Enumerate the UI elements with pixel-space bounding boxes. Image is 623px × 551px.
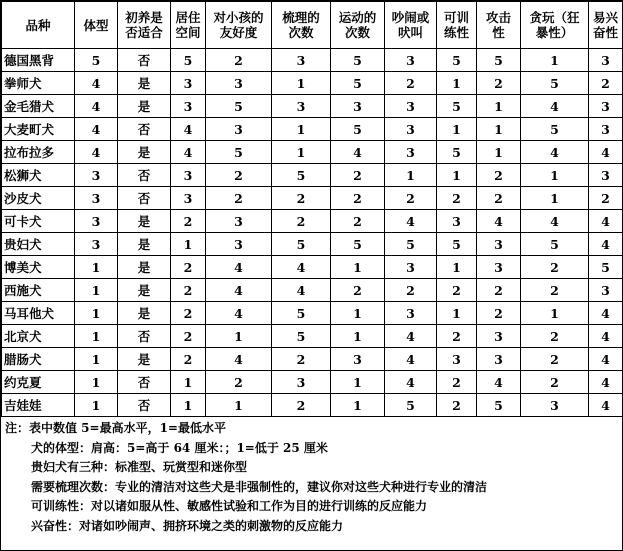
table-cell: 1 — [171, 371, 206, 394]
table-cell: 3 — [206, 210, 272, 233]
table-cell: 2 — [331, 279, 385, 302]
table-cell: 2 — [477, 279, 521, 302]
table-cell: 3 — [477, 233, 521, 256]
table-cell: 2 — [206, 371, 272, 394]
column-header-line: 梳理的 — [282, 10, 320, 25]
table-row — [2, 95, 623, 118]
table-cell: 是 — [118, 279, 171, 302]
table-row — [2, 233, 623, 256]
breed-name-cell: 博美犬 — [2, 256, 75, 279]
table-cell: 5 — [437, 49, 477, 72]
table-row — [2, 325, 623, 348]
table-cell: 3 — [477, 348, 521, 371]
breed-name-cell: 马耳他犬 — [2, 302, 75, 325]
table-cell: 4 — [206, 348, 272, 371]
column-header — [171, 2, 206, 49]
table-cell: 2 — [206, 49, 272, 72]
table-cell: 2 — [385, 279, 437, 302]
table-cell: 5 — [477, 49, 521, 72]
column-header-line: 可训 — [443, 10, 469, 25]
table-cell: 1 — [477, 118, 521, 141]
table-cell: 否 — [118, 118, 171, 141]
breed-name-cell: 德国黑背 — [2, 49, 75, 72]
table-cell: 3 — [331, 95, 385, 118]
table-cell: 5 — [589, 256, 623, 279]
table-cell: 2 — [521, 371, 589, 394]
table-cell: 1 — [331, 371, 385, 394]
breed-name-cell: 贵妇犬 — [2, 233, 75, 256]
table-cell: 1 — [206, 325, 272, 348]
table-cell: 2 — [171, 325, 206, 348]
table-cell: 3 — [171, 187, 206, 210]
table-cell: 5 — [272, 164, 331, 187]
breed-name-cell: 大麦町犬 — [2, 118, 75, 141]
table-cell: 5 — [385, 233, 437, 256]
table-cell: 5 — [272, 325, 331, 348]
column-header-line: 性 — [492, 25, 505, 40]
table-cell: 4 — [206, 302, 272, 325]
table-cell: 4 — [385, 325, 437, 348]
table-cell: 5 — [331, 72, 385, 95]
table-cell: 1 — [75, 325, 118, 348]
table-cell: 3 — [171, 95, 206, 118]
table-cell: 2 — [521, 279, 589, 302]
table-cell: 1 — [75, 279, 118, 302]
table-cell: 3 — [385, 141, 437, 164]
table-cell: 5 — [437, 233, 477, 256]
table-cell: 1 — [75, 348, 118, 371]
column-header — [385, 2, 437, 49]
table-cell: 4 — [477, 371, 521, 394]
table-cell: 2 — [477, 187, 521, 210]
table-cell: 3 — [331, 348, 385, 371]
table-cell: 3 — [385, 49, 437, 72]
table-cell: 4 — [521, 141, 589, 164]
column-header-line: 贪玩（狂 — [529, 10, 580, 25]
table-cell: 4 — [75, 95, 118, 118]
table-cell: 4 — [589, 141, 623, 164]
table-cell: 1 — [75, 256, 118, 279]
table-cell: 3 — [477, 325, 521, 348]
table-cell: 3 — [385, 95, 437, 118]
note-line: 兴奋性：对诸如吵闹声、拥挤环境之类的刺激物的反应能力 — [31, 518, 344, 533]
table-cell: 5 — [521, 72, 589, 95]
table-cell: 否 — [118, 49, 171, 72]
table-cell: 3 — [272, 371, 331, 394]
column-header-line: 吠叫 — [397, 25, 423, 40]
table-cell: 是 — [118, 348, 171, 371]
column-header-line: 攻击 — [485, 10, 511, 25]
table-cell: 1 — [521, 49, 589, 72]
table-cell: 2 — [589, 187, 623, 210]
table-cell: 2 — [437, 187, 477, 210]
table-cell: 1 — [521, 302, 589, 325]
table-cell: 3 — [206, 118, 272, 141]
table-cell: 5 — [437, 95, 477, 118]
column-header-line: 练性 — [443, 25, 469, 40]
note-line: 犬的体型：肩高：5=高于 64 厘米：；1=低于 25 厘米 — [31, 440, 328, 455]
breed-name-cell: 沙皮犬 — [2, 187, 75, 210]
table-cell: 否 — [118, 187, 171, 210]
table-cell: 3 — [589, 49, 623, 72]
table-cell: 3 — [272, 49, 331, 72]
column-header — [521, 2, 589, 49]
table-cell: 3 — [75, 210, 118, 233]
breed-name-cell: 腊肠犬 — [2, 348, 75, 371]
table-cell: 4 — [589, 302, 623, 325]
table-cell: 5 — [477, 394, 521, 417]
table-row — [2, 187, 623, 210]
table-cell: 3 — [385, 256, 437, 279]
notes-heading: 注：表中数值 5=最高水平，1=最低水平 — [5, 421, 226, 435]
table-cell: 2 — [521, 325, 589, 348]
table-cell: 4 — [171, 141, 206, 164]
column-header — [272, 2, 331, 49]
table-cell: 4 — [75, 72, 118, 95]
breed-name-cell: 约克夏 — [2, 371, 75, 394]
table-cell: 1 — [272, 141, 331, 164]
table-cell: 2 — [272, 210, 331, 233]
table-cell: 2 — [331, 187, 385, 210]
table-cell: 4 — [589, 325, 623, 348]
table-cell: 3 — [385, 118, 437, 141]
table-cell: 5 — [206, 141, 272, 164]
table-cell: 5 — [521, 233, 589, 256]
breed-name-cell: 北京犬 — [2, 325, 75, 348]
header-row — [2, 2, 623, 49]
table-cell: 2 — [171, 256, 206, 279]
column-header-line: 对小孩的 — [213, 10, 264, 25]
table-cell: 4 — [272, 256, 331, 279]
breed-name-cell: 西施犬 — [2, 279, 75, 302]
table-cell: 是 — [118, 233, 171, 256]
table-cell: 2 — [437, 371, 477, 394]
table-cell: 4 — [521, 95, 589, 118]
table-cell: 1 — [437, 72, 477, 95]
table-cell: 1 — [477, 95, 521, 118]
table-cell: 3 — [477, 256, 521, 279]
table-cell: 4 — [477, 210, 521, 233]
column-header-line: 易兴 — [592, 10, 618, 25]
table-cell: 4 — [385, 348, 437, 371]
table-row — [2, 72, 623, 95]
table-cell: 4 — [272, 279, 331, 302]
table-cell: 2 — [477, 164, 521, 187]
table-cell: 3 — [272, 95, 331, 118]
table-cell: 1 — [331, 302, 385, 325]
table-cell: 1 — [75, 394, 118, 417]
table-cell: 是 — [118, 95, 171, 118]
column-header-line: 品种 — [25, 17, 51, 33]
table-cell: 1 — [331, 256, 385, 279]
table-cell: 2 — [171, 348, 206, 371]
table-cell: 1 — [272, 72, 331, 95]
table-cell: 3 — [589, 118, 623, 141]
note-line: 可训练性：对以诸如服从性、敏感性试验和工作为目的进行训练的反应能力 — [31, 499, 428, 513]
table-cell: 5 — [331, 49, 385, 72]
breed-name-cell: 拳师犬 — [2, 72, 75, 95]
table-cell: 2 — [206, 187, 272, 210]
breed-name-cell: 吉娃娃 — [2, 394, 75, 417]
table-cell: 2 — [272, 394, 331, 417]
table-cell: 3 — [589, 279, 623, 302]
table-cell: 2 — [437, 394, 477, 417]
table-cell: 1 — [171, 394, 206, 417]
table-row — [2, 141, 623, 164]
table-cell: 2 — [385, 187, 437, 210]
table-row — [2, 394, 623, 417]
table-cell: 否 — [118, 371, 171, 394]
table-cell: 3 — [75, 187, 118, 210]
column-header — [477, 2, 521, 49]
table-cell: 1 — [331, 394, 385, 417]
table-cell: 3 — [437, 210, 477, 233]
table-cell: 5 — [385, 394, 437, 417]
table-cell: 4 — [385, 210, 437, 233]
table-row — [2, 210, 623, 233]
table-cell: 否 — [118, 164, 171, 187]
table-cell: 是 — [118, 210, 171, 233]
column-header-line: 吵闹或 — [391, 10, 430, 25]
column-header — [331, 2, 385, 49]
table-cell: 2 — [385, 72, 437, 95]
table-cell: 1 — [385, 164, 437, 187]
table-cell: 4 — [589, 233, 623, 256]
column-header-line: 初养是 — [125, 10, 163, 25]
column-header-line: 次数 — [288, 25, 314, 40]
table-row — [2, 164, 623, 187]
table-cell: 1 — [75, 371, 118, 394]
table-cell: 5 — [521, 118, 589, 141]
table-cell: 5 — [272, 302, 331, 325]
table-cell: 2 — [521, 256, 589, 279]
table-cell: 1 — [331, 325, 385, 348]
table-cell: 4 — [206, 279, 272, 302]
table-cell: 2 — [171, 279, 206, 302]
table-cell: 是 — [118, 302, 171, 325]
table-cell: 3 — [75, 164, 118, 187]
table-body — [2, 49, 623, 417]
table-cell: 4 — [385, 371, 437, 394]
table-cell: 4 — [589, 348, 623, 371]
breed-name-cell: 金毛猎犬 — [2, 95, 75, 118]
column-header — [75, 2, 118, 49]
column-header — [206, 2, 272, 49]
table-cell: 1 — [437, 302, 477, 325]
table-cell: 5 — [171, 49, 206, 72]
column-header-line: 暴性） — [535, 25, 574, 40]
table-cell: 2 — [171, 302, 206, 325]
table-cell: 1 — [521, 164, 589, 187]
table-cell: 3 — [75, 233, 118, 256]
table-cell: 3 — [206, 72, 272, 95]
table-cell: 4 — [589, 371, 623, 394]
breed-name-cell: 松狮犬 — [2, 164, 75, 187]
table-cell: 4 — [75, 118, 118, 141]
table-cell: 2 — [589, 72, 623, 95]
table-cell: 1 — [437, 164, 477, 187]
table-cell: 5 — [331, 118, 385, 141]
table-cell: 2 — [521, 348, 589, 371]
table-cell: 是 — [118, 141, 171, 164]
table-cell: 4 — [521, 210, 589, 233]
table-cell: 3 — [589, 95, 623, 118]
table-cell: 3 — [437, 348, 477, 371]
column-header-line: 体型 — [83, 17, 109, 33]
table-cell: 5 — [75, 49, 118, 72]
table-cell: 2 — [331, 210, 385, 233]
table-cell: 3 — [206, 233, 272, 256]
table-cell: 3 — [171, 164, 206, 187]
table-cell: 2 — [477, 302, 521, 325]
column-header-line: 运动的 — [338, 10, 377, 25]
table-cell: 3 — [589, 164, 623, 187]
column-header-line: 否适合 — [125, 25, 163, 40]
table-cell: 5 — [437, 141, 477, 164]
column-header — [589, 2, 623, 49]
table-cell: 2 — [477, 72, 521, 95]
table-cell: 1 — [206, 394, 272, 417]
column-header-line: 空间 — [175, 25, 201, 40]
column-header-line: 次数 — [344, 25, 370, 40]
breed-table — [1, 1, 623, 417]
table-cell: 4 — [75, 141, 118, 164]
table-cell: 1 — [437, 256, 477, 279]
table-cell: 否 — [118, 394, 171, 417]
column-header — [118, 2, 171, 49]
column-header-line: 友好度 — [219, 25, 258, 40]
table-cell: 5 — [272, 233, 331, 256]
table-row — [2, 302, 623, 325]
table-cell: 4 — [206, 256, 272, 279]
table-row — [2, 348, 623, 371]
table-cell: 3 — [385, 302, 437, 325]
table-cell: 2 — [437, 279, 477, 302]
table-cell: 5 — [331, 233, 385, 256]
table-cell: 4 — [589, 394, 623, 417]
table-row — [2, 256, 623, 279]
table-cell: 是 — [118, 72, 171, 95]
table-row — [2, 279, 623, 302]
table-row — [2, 371, 623, 394]
column-header-line: 居住 — [175, 10, 201, 25]
table-cell: 1 — [521, 187, 589, 210]
table-cell: 2 — [272, 187, 331, 210]
table-cell: 4 — [171, 118, 206, 141]
table-cell: 1 — [171, 233, 206, 256]
column-header — [2, 2, 75, 49]
column-header — [437, 2, 477, 49]
table-cell: 2 — [206, 164, 272, 187]
table-cell: 4 — [589, 210, 623, 233]
table-cell: 3 — [171, 72, 206, 95]
table-cell: 1 — [272, 118, 331, 141]
table-cell: 否 — [118, 325, 171, 348]
table-cell: 2 — [437, 325, 477, 348]
table-cell: 4 — [331, 141, 385, 164]
table-cell: 5 — [206, 95, 272, 118]
breed-name-cell: 拉布拉多 — [2, 141, 75, 164]
table-cell: 2 — [272, 348, 331, 371]
note-line: 贵妇犬有三种：标准型、玩赏型和迷你型 — [31, 460, 248, 474]
table-cell: 2 — [331, 164, 385, 187]
table-cell: 1 — [437, 118, 477, 141]
table-cell: 3 — [521, 394, 589, 417]
table-cell: 1 — [75, 302, 118, 325]
table-row — [2, 118, 623, 141]
table-cell: 1 — [477, 141, 521, 164]
table-row — [2, 49, 623, 72]
column-header-line: 奋性 — [592, 25, 618, 40]
note-line: 需要梳理次数：专业的清洁对这些犬是非强制性的，建议你对这些犬种进行专业的清洁 — [31, 479, 488, 494]
table-cell: 是 — [118, 256, 171, 279]
breed-name-cell: 可卡犬 — [2, 210, 75, 233]
table-cell: 2 — [171, 210, 206, 233]
notes-section — [1, 417, 622, 536]
